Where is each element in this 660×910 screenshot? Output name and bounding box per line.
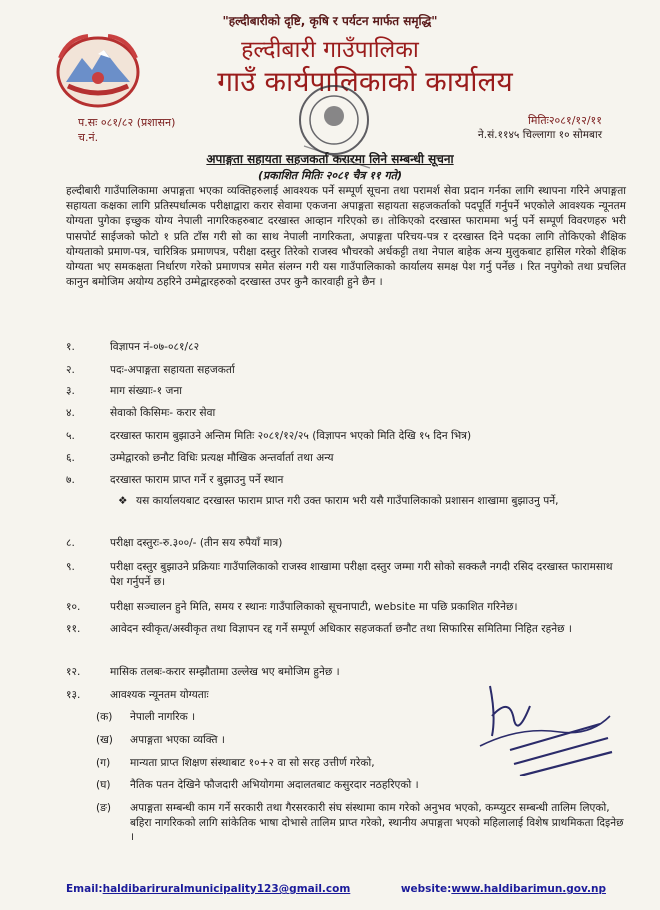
reference-number: प.सः ०८१/८२ (प्रशासन)	[78, 116, 176, 129]
footer-website: website:www.haldibarimun.gov.np	[400, 883, 606, 895]
published-date: (प्रकाशित मितिः २०८१ चैत्र ११ गते)	[258, 169, 402, 182]
date: मितिः२०८१/१२/११	[528, 114, 602, 127]
org-subtitle: गाउँ कार्यपालिकाको कार्यालय	[217, 65, 513, 98]
footer-email: Email:haldibariruralmunicipality123@gmail.com	[66, 883, 351, 895]
intro-paragraph: हल्दीबारी गाउँपालिकामा अपाङ्गता भएका व्यक्तिहरुलाई आवश्यक पर्ने सम्पूर्ण सूचना तथा परामर्श सेवा प्रदान गर्नका लागि स्थापना गरिने अपाङ्गता सहायता कक्षका लागि प्रतिस्पर्धात्मक परीक्षाद्वारा करार सेवामा एकजना अपाङ्गता सहायता सहजकर्ताको पदपूर्ति गर्नुपर्ने भएकोले आवश्यक न्यूनतम योग्यता पुगेका इच्छुक योग्य नेपाली नागरिकहरुबाट दरखास्त आव्हान गरिएको छ। तोकिएको दरखास्त फाराममा भर्नु पर्ने सम्पूर्ण विवरणहरु भरी पासपोर्ट साईजको फोटो १ प्रति टाँस गरी सो का साथ नेपाली नागरिकता, अपाङ्गता परिचय-पत्र र दरखास्त दिने पदका लागि तोकिएको शैक्षिक योग्यताको प्रमाण-पत्र, चारित्रिक प्रमाणपत्र, परीक्षा दस्तुर तिरेको राजस्व भौचरको अर्धकट्टी तथा नेपाल बाहेक अन्य मुलुकबाट हासिल गरेको शैक्षिक योग्यता भए समकक्षता निर्धारण गरेको प्रमाणपत्र समेत संलग्न गरी यस गाउँपालिकाको कार्यालय समक्ष पेश गर्नु पर्नेछ । रित नपुगेको तथा प्रचलित कानुन बमोजिम अयोग्य ठहरिने उम्मेद्वारहरुको दरखास्त उपर कुनै कारवाही हुने छैन ।	[66, 185, 626, 289]
diamond-bullet-icon: ❖	[118, 495, 128, 507]
org-title: हल्दीबारी गाउँपालिका	[241, 37, 419, 63]
notice-document: "हल्दीबारीको दृष्टि, कृषि र पर्यटन मार्फत समृद्धि" हल्दीबारी गाउँपालिका गाउँ कार्यपालिकाको कार्यालय प.सः ०८१/८२ (प्रशासन) च.नं. मितिः२०८१/१२/११ ने.सं.११४५ चिल्लागा १० सोमबार अपाङ्गता सहायता सहजकर्ता करारमा लिने सम्बन्धी सूचना (प्रकाशित मितिः २०८१ चैत्र ११ गते) हल्दीबारी गाउँपालिकामा अपाङ्गता भएका व्यक्तिहरुलाई आवश्यक पर्ने सम्पूर्ण सूचना तथा परामर्श सेवा प्रदान गर्नका लागि स्थापना गरिने अपाङ्गता सहायता कक्षका लागि प्रतिस्पर्धात्मक परीक्षाद्वारा करार सेवामा एकजना अपाङ्गता सहायता सहजकर्ताको पदपूर्ति गर्नुपर्ने भएकोले आवश्यक न्यूनतम योग्यता पुगेका इच्छुक योग्य नेपाली नागरिकहरुबाट दरखास्त आव्हान गरिएको छ। तोकिएको दरखास्त फाराममा भर्नु पर्ने सम्पूर्ण विवरणहरु भरी पासपोर्ट साईजको फोटो १ प्रति टाँस गरी सो का साथ नेपाली नागरिकता, अपाङ्गता परिचय-पत्र र दरखास्त दिने पदका लागि तोकिएको शैक्षिक योग्यताको प्रमाण-पत्र, चारित्रिक प्रमाणपत्र, परीक्षा दस्तुर तिरेको राजस्व भौचरको अर्धकट्टी तथा नेपाल बाहेक अन्य मुलुकबाट हासिल गरेको शैक्षिक योग्यता भए समकक्षता निर्धारण गरेको प्रमाणपत्र समेत संलग्न गरी यस गाउँपालिकाको कार्यालय समक्ष पेश गर्नु पर्नेछ । रित नपुगेको तथा प्रचलित कानुन बमोजिम अयोग्य ठहरिने उम्मेद्वारहरुको दरखास्त उपर कुनै कारवाही हुने छैन । १. विज्ञापन नं-०७-०८१/८२ २. पदः-अपाङ्गता सहायता सहजकर्ता ३. माग संख्याः-१ जना ४. सेवाको किसिमः- करार सेवा ५. दरखास्त फाराम बुझाउने अन्तिम मितिः २०८१/१२/२५ (विज्ञापन भएको मिति देखि १५ दिन भित्र) ६. उम्मेद्वारको छनौट विधिः प्रत्यक्ष मौखिक अन्तर्वार्ता तथा अन्य ७. दरखास्त फाराम प्राप्त गर्ने र बुझाउनु पर्ने स्थान ❖ यस कार्यालयबाट दरखास्त फाराम प्राप्त गरी उक्त फाराम भरी यसै गाउँपालिकाको प्रशासन शाखामा बुझाउनु पर्ने, ८. परीक्षा दस्तुरः-रु.३००/- (तीन सय रुपैयाँ मात्र) ९. परीक्षा दस्तुर बुझाउने प्रक्रियाः गाउँपालिकाको राजस्व शाखामा परीक्षा दस्तुर जम्मा गरी सोको सक्कलै नगदी रसिद दरखास्त फारामसाथ पेश गर्नुपर्ने छ। १०. परीक्षा सञ्चालन हुने मिति, समय र स्थानः गाउँपालिकाको सूचनापाटी, website मा पछि प्रकाशित गरिनेछ। ११. आवेदन स्वीकृत/अस्वीकृत तथा विज्ञापन रद्द गर्ने सम्पूर्ण अधिकार सहजकर्ता छनौट तथा सिफारिस समितिमा निहित रहनेछ । १२. मासिक तलबः-करार सम्झौतामा उल्लेख भए बमोजिम हुनेछ । १३. आवश्यक न्यूनतम योग्यताः (क) नेपाली नागरिक । (ख) अपाङ्गता भएका व्यक्ति । (ग) मान्यता प्राप्त शिक्षण संस्थाबाट १०+२ वा सो सरह उत्तीर्ण गरेको, (घ) नैतिक पतन देखिने फौजदारी अभियोगमा अदालतबाट कसुरदार नठहरिएको । (ङ) अपाङ्गता सम्बन्धी काम गर्ने सरकारी तथा गैरसरकारी संघ संस्थामा काम गरेको अनुभव भएको, कम्प्युटर सम्बन्धी तालिम लिएको, बहिरा नागरिकको लागि सांकेतिक भाषा दोभासे तालिम प्राप्त गरेको, स्थानीय अपाङ्गता भएको महिलालाई विशेष प्राथमिकता दिइनेछ । Email:haldibariruralmunicipality123@gmail.com website:www.haldibarimun.gov.np	[0, 0, 660, 910]
slogan: "हल्दीबारीको दृष्टि, कृषि र पर्यटन मार्फत समृद्धि"	[222, 14, 438, 28]
website-link[interactable]: www.haldibarimun.gov.np	[451, 883, 606, 895]
notice-title: अपाङ्गता सहायता सहजकर्ता करारमा लिने सम्बन्धी सूचना	[206, 152, 454, 166]
signature-icon	[470, 676, 620, 776]
dispatch-number: च.नं.	[78, 131, 99, 144]
email-link[interactable]: haldibariruralmunicipality123@gmail.com	[102, 883, 351, 895]
nepal-sambat-date: ने.सं.११४५ चिल्लागा १० सोमबार	[477, 129, 602, 141]
